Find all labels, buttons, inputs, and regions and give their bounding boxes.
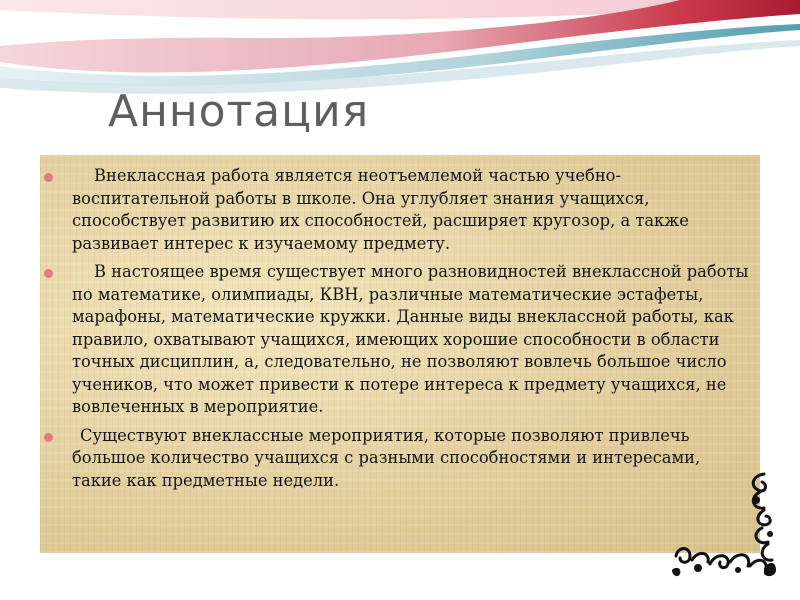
paragraph-1 <box>72 165 752 255</box>
annotation-body <box>72 165 752 498</box>
paragraph-text: Внеклассная работа является неотъемлемой частью учебно-воспитательной работы в школе. Она углубляет знания учащихся, способствует развитию их способностей, расширяет кругозор, а также развивает интерес к изучаемому предмету. <box>72 166 689 253</box>
paragraph-text: В настоящее время существует много разновидностей внеклассной работы по математике, олимпиады, КВН, различные математические эстафеты, марафоны, математические кружки. Данные виды внеклассной работы, как правило, охватывают учащихся, имеющих хорошие способности в области точных дисциплин, а, следовательно, не позволяют вовлечь большое число учеников, что может привести к потере интереса к предмету учащихся, не вовлеченных в мероприятие. <box>72 262 749 416</box>
bullet-dot-icon <box>44 269 53 278</box>
decorative-swoosh-banner <box>0 0 800 95</box>
paragraph-text: Существуют внеклассные мероприятия, которые позволяют привлечь большое количество учащихся с разными способностями и интересами, такие как предметные недели. <box>72 425 701 490</box>
corner-ornament-icon <box>668 470 780 582</box>
bullet-dot-icon <box>44 433 53 442</box>
paragraph-3 <box>72 425 752 493</box>
slide-title: Аннотация <box>108 86 370 137</box>
paragraph-2 <box>72 261 752 419</box>
bullet-dot-icon <box>44 173 53 182</box>
